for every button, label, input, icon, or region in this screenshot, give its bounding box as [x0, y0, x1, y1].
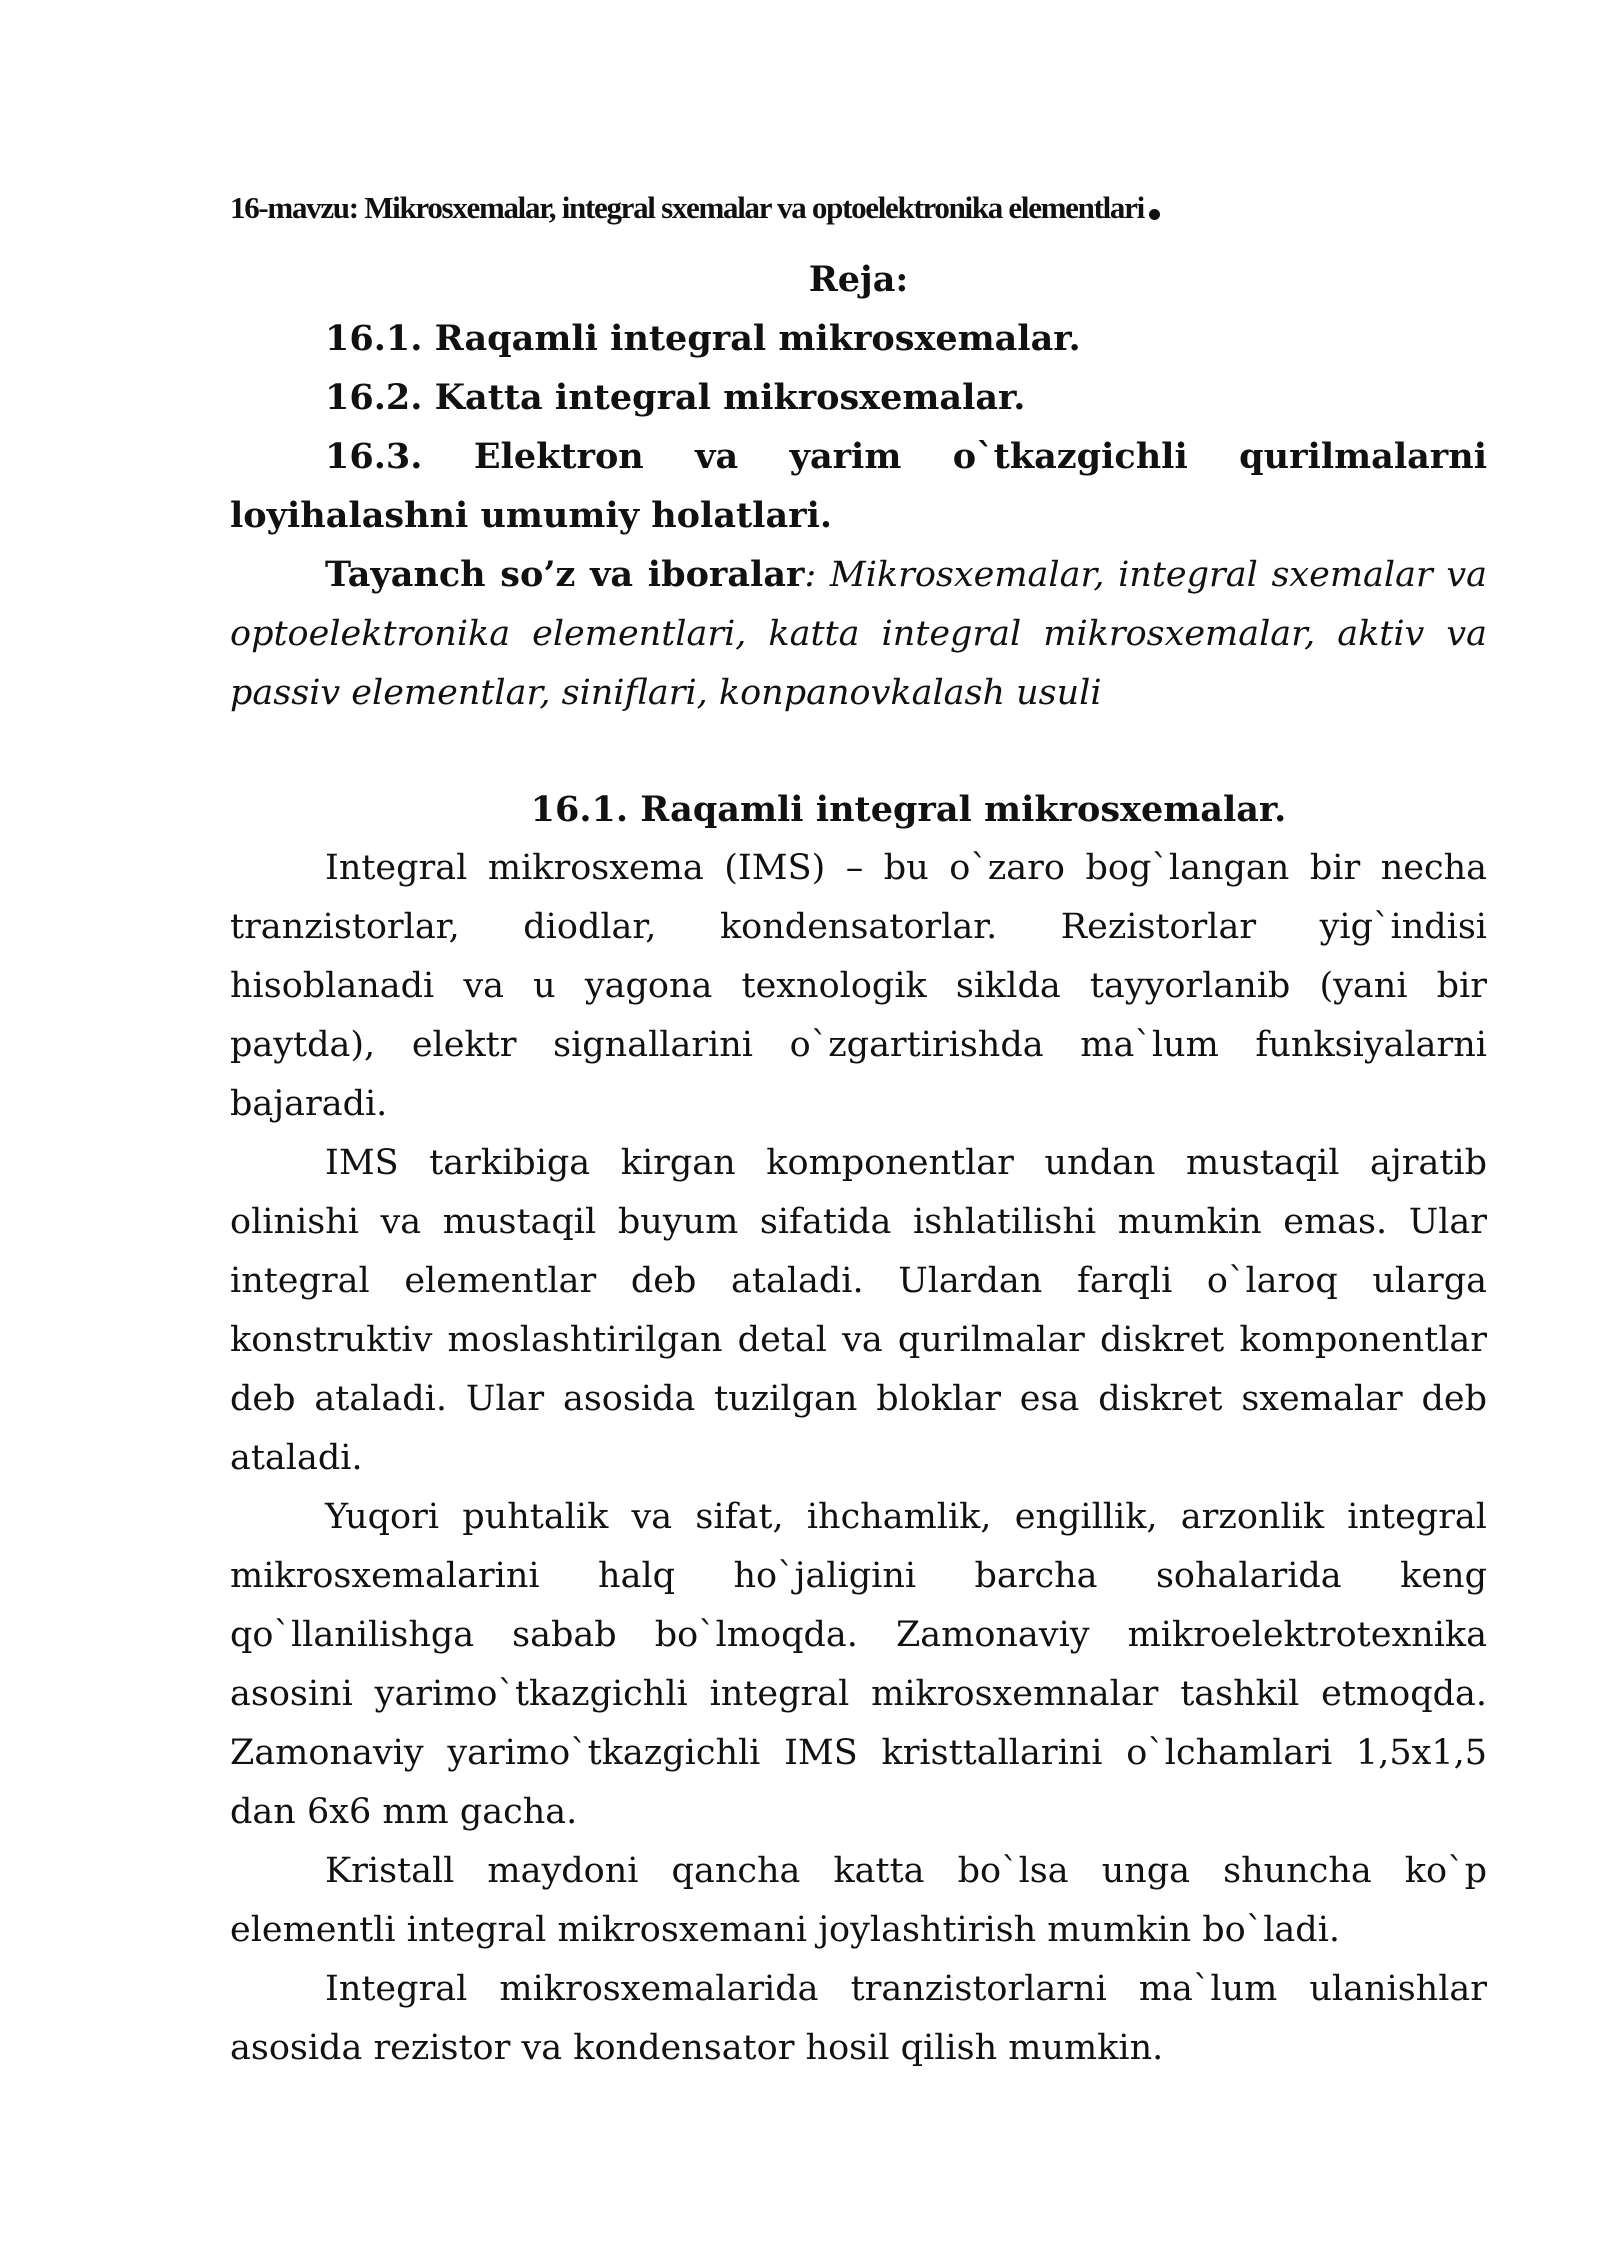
plan-block — [230, 250, 1487, 723]
document-title-text: 16-mavzu: Mikrosxemalar, integral sxemalar va optoelektronika elementlari — [230, 190, 1144, 225]
paragraph-2: IMS tarkibiga kirgan komponentlar undan mustaqil ajratib olinishi va mustaqil buyum sifatida ishlatilishi mumkin emas. Ular integral elementlar deb ataladi. Ulardan farqli o`laroq ularga konstruktiv moslashtirilgan detal va qurilmalar diskret komponentlar deb ataladi. Ular asosida tuzilgan bloklar esa diskret sxemalar deb ataladi. — [230, 1143, 1487, 1478]
paragraph-5: Integral mikrosxemalarida tranzistorlarni ma`lum ulanishlar asosida rezistor va kondensator hosil qilish mumkin. — [230, 1969, 1487, 2068]
keywords-label: Tayanch so’z va iboralar — [325, 554, 805, 595]
plan-item-2: 16.2. Katta integral mikrosxemalar. — [325, 377, 1026, 418]
plan-heading: Reja: — [808, 259, 909, 300]
keywords-paragraph — [230, 545, 1487, 723]
section-title: 16.1. Raqamli integral mikrosxemalar. — [530, 789, 1287, 830]
paragraph-1: Integral mikrosxema (IMS) – bu o`zaro bog`langan bir necha tranzistorlar, diodlar, kondensatorlar. Rezistorlar yig`indisi hisoblanadi va u yagona texnologik siklda tayyorlanib (yani bir paytda), elektr signallarini o`zgartirishda ma`lum funksiyalarni bajaradi. — [230, 848, 1487, 1124]
plan-item-3: 16.3. Elektron va yarim o`tkazgichli qurilmalarni loyihalashni umumiy holatlari. — [230, 436, 1487, 536]
section-body — [230, 780, 1487, 2078]
paragraph-3: Yuqori puhtalik va sifat, ihchamlik, engillik, arzonlik integral mikrosxemalarini halq ho`jaligini barcha sohalarida keng qo`llanilishga sabab bo`lmoqda. Zamonaviy mikroelektrotexnika asosini yarimo`tkazgichli integral mikrosxemnalar tashkil etmoqda. Zamonaviy yarimo`tkazgichli IMS kristtallarini o`lchamlari 1,5x1,5 dan 6x6 mm gacha. — [230, 1497, 1487, 1832]
plan-item-1: 16.1. Raqamli integral mikrosxemalar. — [325, 318, 1081, 359]
document-title — [230, 188, 1487, 228]
paragraph-4: Kristall maydoni qancha katta bo`lsa unga shuncha ko`p elementli integral mikrosxemani joylashtirish mumkin bo`ladi. — [230, 1851, 1487, 1950]
keywords-text: : Mikrosxemalar, integral sxemalar va optoelektronika elementlari, katta integral mikrosxemalar, aktiv va passiv elementlar, siniflari, konpanovkalash usuli — [230, 555, 1487, 713]
title-bullet-dot — [1149, 209, 1160, 220]
